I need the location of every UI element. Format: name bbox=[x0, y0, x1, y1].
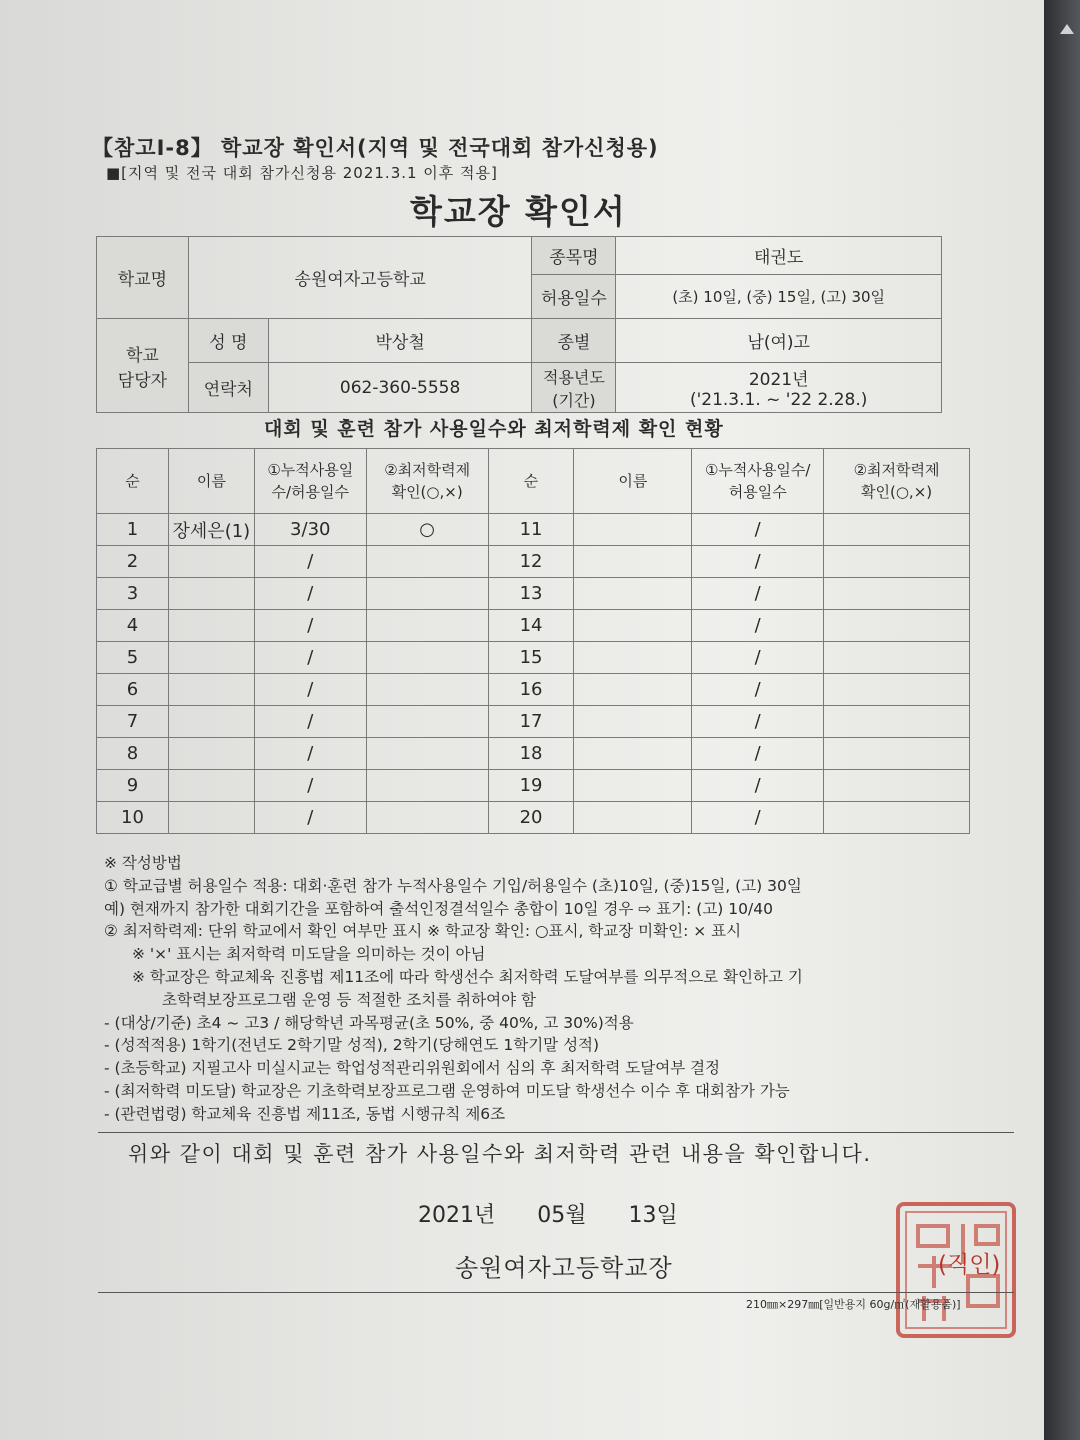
gender-value: 남(여)고 bbox=[616, 319, 942, 363]
table-cell-days-2: / bbox=[692, 546, 824, 578]
table-cell-check bbox=[366, 802, 488, 834]
table-cell-check bbox=[366, 578, 488, 610]
table-cell-no: 5 bbox=[97, 642, 169, 674]
table-cell-name bbox=[168, 578, 254, 610]
instruction-line: ② 최저학력제: 단위 학교에서 확인 여부만 표시 ※ 학교장 확인: ○표시, 학교장 미확인: × 표시 bbox=[104, 922, 742, 941]
table-cell-days-2: / bbox=[692, 738, 824, 770]
table-cell-check-2 bbox=[824, 706, 970, 738]
participation-table bbox=[96, 448, 970, 834]
table-cell-name-2 bbox=[574, 546, 692, 578]
table-row bbox=[97, 738, 970, 770]
table-row bbox=[97, 610, 970, 642]
instruction-line: - (최저학력 미도달) 학교장은 기초학력보장프로그램 운영하여 미도달 학생선수 이수 후 대회참가 가능 bbox=[104, 1081, 790, 1100]
confirmation-statement: 위와 같이 대회 및 훈련 참가 사용일수와 최저학력 관련 내용을 확인합니다. bbox=[128, 1142, 872, 1166]
table-cell-no-2: 20 bbox=[488, 802, 574, 834]
year-cell bbox=[616, 363, 942, 413]
table-cell-check-2 bbox=[824, 578, 970, 610]
period-value: ('21.3.1. ~ '22 2.28.) bbox=[689, 390, 868, 410]
reference-subtitle: ■[지역 및 전국 대회 참가신청용 2021.3.1 이후 적용] bbox=[106, 164, 498, 182]
reference-title: 【참고Ⅰ-8】 학교장 확인서(지역 및 전국대회 참가신청용) bbox=[92, 136, 659, 160]
table-cell-no: 8 bbox=[97, 738, 169, 770]
table-cell-days: / bbox=[254, 610, 366, 642]
table-cell-check bbox=[366, 546, 488, 578]
table-cell-no-2: 14 bbox=[488, 610, 574, 642]
table-cell-no: 4 bbox=[97, 610, 169, 642]
table-cell-no: 7 bbox=[97, 706, 169, 738]
table-cell-days-2: / bbox=[692, 706, 824, 738]
table-cell-check-2 bbox=[824, 546, 970, 578]
table-cell-check-2 bbox=[824, 642, 970, 674]
table-cell-check bbox=[366, 706, 488, 738]
year-value: 2021년 bbox=[748, 370, 809, 390]
issue-date bbox=[418, 1198, 678, 1229]
date-year: 2021년 bbox=[418, 1203, 496, 1228]
paper-size-note: 210㎜×297㎜[일반용지 60g/㎡(재활용품)] bbox=[746, 1298, 961, 1311]
section-title: 대회 및 훈련 참가 사용일수와 최저학력제 확인 현황 bbox=[264, 418, 724, 440]
table-cell-days-2: / bbox=[692, 578, 824, 610]
table-cell-no: 6 bbox=[97, 674, 169, 706]
table-cell-no: 1 bbox=[97, 514, 169, 546]
table-row bbox=[97, 514, 970, 546]
table-cell-name bbox=[168, 642, 254, 674]
table-cell-no: 2 bbox=[97, 546, 169, 578]
school-info-table bbox=[96, 236, 942, 413]
header-name-2: 이름 bbox=[574, 449, 692, 514]
table-cell-no-2: 11 bbox=[488, 514, 574, 546]
header-name: 이름 bbox=[168, 449, 254, 514]
table-cell-no-2: 13 bbox=[488, 578, 574, 610]
table-cell-name bbox=[168, 610, 254, 642]
seal-label: (직인) bbox=[938, 1252, 1001, 1278]
table-cell-days-2: / bbox=[692, 802, 824, 834]
table-cell-name: 장세은(1) bbox=[168, 514, 254, 546]
instruction-line: ① 학교급별 허용일수 적용: 대회·훈련 참가 누적사용일수 기입/허용일수 (초)10일, (중)15일, (고) 30일 bbox=[104, 876, 802, 895]
page-title: 학교장 확인서 bbox=[410, 192, 627, 231]
instruction-line: - (초등학교) 지필고사 미실시교는 학업성적관리위원회에서 심의 후 최저학력 도달여부 결정 bbox=[104, 1059, 721, 1078]
table-cell-check-2 bbox=[824, 514, 970, 546]
table-row bbox=[97, 674, 970, 706]
table-cell-days: / bbox=[254, 578, 366, 610]
instruction-line: - (대상/기준) 초4 ~ 고3 / 해당학년 과목평균(초 50%, 중 40%, 고 30%)적용 bbox=[104, 1013, 634, 1032]
table-cell-check: ○ bbox=[366, 514, 488, 546]
table-cell-days: / bbox=[254, 642, 366, 674]
table-cell-name-2 bbox=[574, 802, 692, 834]
contact-value: 062-360-5558 bbox=[268, 363, 532, 413]
table-cell-name-2 bbox=[574, 642, 692, 674]
table-row bbox=[97, 706, 970, 738]
table-row bbox=[97, 578, 970, 610]
table-cell-check bbox=[366, 642, 488, 674]
table-row bbox=[97, 642, 970, 674]
contact-label: 연락처 bbox=[188, 363, 268, 413]
header-no-2: 순 bbox=[488, 449, 574, 514]
table-cell-no-2: 15 bbox=[488, 642, 574, 674]
instruction-line: - (관련법령) 학교체육 진흥법 제11조, 동법 시행규칙 제6조 bbox=[104, 1104, 506, 1123]
table-cell-no-2: 12 bbox=[488, 546, 574, 578]
table-cell-no: 10 bbox=[97, 802, 169, 834]
table-cell-days-2: / bbox=[692, 770, 824, 802]
divider-top bbox=[98, 1132, 1014, 1133]
instruction-line: ※ '×' 표시는 최저학력 미도달을 의미하는 것이 아님 bbox=[132, 945, 486, 964]
background-edge bbox=[1044, 0, 1080, 1440]
table-cell-no: 3 bbox=[97, 578, 169, 610]
table-cell-check bbox=[366, 610, 488, 642]
table-cell-days-2: / bbox=[692, 610, 824, 642]
table-cell-days: 3/30 bbox=[254, 514, 366, 546]
table-cell-check-2 bbox=[824, 610, 970, 642]
table-row bbox=[97, 546, 970, 578]
manager-label: 학교 담당자 bbox=[97, 319, 189, 413]
header-no: 순 bbox=[97, 449, 169, 514]
divider-bottom bbox=[98, 1292, 1014, 1293]
table-cell-name-2 bbox=[574, 738, 692, 770]
table-cell-check bbox=[366, 738, 488, 770]
year-label: 적용년도 (기간) bbox=[532, 363, 616, 413]
instruction-line: - (성적적용) 1학기(전년도 2학기말 성적), 2학기(당해연도 1학기말 성적) bbox=[104, 1036, 600, 1055]
table-cell-check bbox=[366, 770, 488, 802]
table-cell-check-2 bbox=[824, 738, 970, 770]
header-check: ②최저학력제 확인(○,×) bbox=[366, 449, 488, 514]
school-name-label: 학교명 bbox=[97, 237, 189, 319]
event-label: 종목명 bbox=[532, 237, 616, 275]
table-row bbox=[97, 770, 970, 802]
date-month: 05월 bbox=[537, 1203, 587, 1228]
table-cell-days: / bbox=[254, 546, 366, 578]
table-cell-name bbox=[168, 738, 254, 770]
table-cell-no: 9 bbox=[97, 770, 169, 802]
allowed-days-value: (초) 10일, (중) 15일, (고) 30일 bbox=[616, 275, 942, 319]
table-cell-name bbox=[168, 674, 254, 706]
table-cell-days-2: / bbox=[692, 642, 824, 674]
table-cell-check bbox=[366, 674, 488, 706]
table-cell-days-2: / bbox=[692, 514, 824, 546]
table-cell-no-2: 19 bbox=[488, 770, 574, 802]
table-cell-days: / bbox=[254, 802, 366, 834]
table-cell-name-2 bbox=[574, 514, 692, 546]
name-label: 성 명 bbox=[188, 319, 268, 363]
table-row bbox=[97, 802, 970, 834]
table-cell-name bbox=[168, 546, 254, 578]
manager-name-value: 박상철 bbox=[268, 319, 532, 363]
table-cell-check-2 bbox=[824, 802, 970, 834]
table-cell-days: / bbox=[254, 706, 366, 738]
table-cell-name-2 bbox=[574, 610, 692, 642]
table-cell-no-2: 17 bbox=[488, 706, 574, 738]
gender-label: 종별 bbox=[532, 319, 616, 363]
header-check-2: ②최저학력제 확인(○,×) bbox=[824, 449, 970, 514]
table-cell-name bbox=[168, 706, 254, 738]
table-cell-check-2 bbox=[824, 770, 970, 802]
table-cell-name-2 bbox=[574, 770, 692, 802]
instruction-line: ※ 학교장은 학교체육 진흥법 제11조에 따라 학생선수 최저학력 도달여부를 의무적으로 확인하고 기 bbox=[132, 967, 803, 986]
table-cell-name bbox=[168, 802, 254, 834]
date-day: 13일 bbox=[628, 1203, 678, 1228]
header-days-2: ①누적사용일수/ 허용일수 bbox=[692, 449, 824, 514]
table-cell-name-2 bbox=[574, 706, 692, 738]
instruction-line: 초학력보장프로그램 운영 등 적절한 조치를 취하여야 함 bbox=[162, 990, 536, 1009]
table-cell-days-2: / bbox=[692, 674, 824, 706]
event-value: 태권도 bbox=[616, 237, 942, 275]
allowed-days-label: 허용일수 bbox=[532, 275, 616, 319]
table-cell-days: / bbox=[254, 674, 366, 706]
table-cell-check-2 bbox=[824, 674, 970, 706]
principal-title: 송원여자고등학교장 bbox=[455, 1254, 673, 1282]
table-cell-days: / bbox=[254, 770, 366, 802]
table-cell-no-2: 18 bbox=[488, 738, 574, 770]
up-arrow-icon bbox=[1060, 24, 1074, 34]
table-cell-name-2 bbox=[574, 578, 692, 610]
writing-instructions bbox=[104, 852, 1004, 1126]
instruction-line: 예) 현재까지 참가한 대회기간을 포함하여 출석인정결석일수 총합이 10일 경우 ⇨ 표기: (고) 10/40 bbox=[104, 899, 773, 918]
instruction-line: ※ 작성방법 bbox=[104, 854, 182, 872]
table-cell-name-2 bbox=[574, 674, 692, 706]
table-cell-days: / bbox=[254, 738, 366, 770]
school-name-value: 송원여자고등학교 bbox=[188, 237, 532, 319]
table-cell-name bbox=[168, 770, 254, 802]
table-cell-no-2: 16 bbox=[488, 674, 574, 706]
header-days: ①누적사용일 수/허용일수 bbox=[254, 449, 366, 514]
